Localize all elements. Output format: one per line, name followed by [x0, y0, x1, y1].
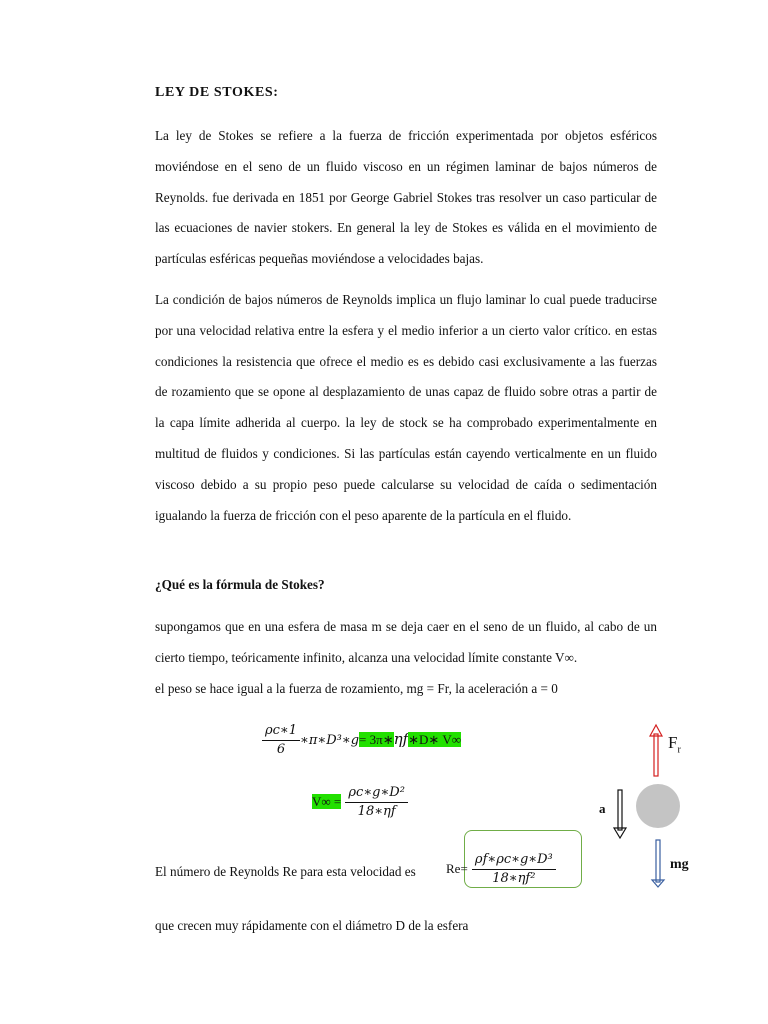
fraction-denominator: 18∗ηf²	[492, 871, 536, 886]
equation-fraction	[345, 784, 408, 821]
equation-terminal-velocity	[312, 784, 408, 821]
paragraph-intro: La ley de Stokes se refiere a la fuerza de fricción experimentada por objetos esféricos moviéndose en el seno de un fluido viscoso en un régimen laminar de bajos números de Reynolds. fue derivada en 1851 por George Gabriel Stokes tras resolver un caso particular de las ecuaciones de navier stokers. En general la ley de Stokes es válida en el movimiento de partículas esféricas pequeñas moviéndose a velocidades bajas.	[155, 128, 657, 267]
equation-force-balance	[262, 722, 461, 759]
fraction-numerator: ρc∗g∗D²	[345, 784, 408, 803]
paragraph-equilibrium-line: el peso se hace igual a la fuerza de rozamiento, mg = Fr, la aceleración a = 0	[155, 681, 558, 696]
acceleration-label: a	[599, 801, 606, 816]
viscosity-symbol: ηf	[393, 730, 409, 748]
fraction-numerator: ρc∗1	[262, 722, 300, 741]
fraction-denominator: 6	[276, 742, 286, 757]
paragraph-reynolds-condition: La condición de bajos números de Reynolds implica un flujo laminar lo cual puede traducirse por una velocidad relativa entre la esfera y el medio inferior a un cierto valor crítico. en estas condiciones la resistencia que ofrece el medio es es debido casi exclusivamente a las fuerzas de rozamiento que se opone al desplazamiento de unas capaz de fluido sobre otras a partir de la capa límite adherida al cuerpo. la ley de stock se ha comprobado experimentalmente en multitud de fluidos y condiciones. Si las partículas están cayendo verticalmente en un fluido viscoso debido a su propio peso puede calcularse su velocidad de caída o sedimentación igualando la fuerza de fricción con el peso aparente de la partícula en el fluido.	[155, 292, 657, 523]
acceleration-arrow	[614, 790, 626, 838]
sphere-icon	[636, 784, 680, 828]
equation-fraction	[472, 851, 556, 888]
friction-force-label	[668, 733, 681, 756]
closing-line: que crecen muy rápidamente con el diámetro D de la esfera	[155, 918, 469, 933]
friction-force-subscript: r	[677, 744, 681, 756]
fraction-denominator: 18∗ηf	[357, 804, 396, 819]
document-title: LEY DE STOKES:	[155, 85, 279, 100]
reynolds-lhs: Re=	[446, 861, 468, 876]
friction-force-arrow	[650, 725, 662, 776]
paragraph-sphere-fall: supongamos que en una esfera de masa m se deja caer en el seno de un fluido, al cabo de un cierto tiempo, teóricamente infinito, alcanza una velocidad límite constante V∞.	[155, 619, 657, 665]
reynolds-intro-text: El número de Reynolds Re para esta velocidad es	[155, 864, 416, 879]
highlighted-term-2: ∗D∗ V∞	[408, 732, 461, 747]
highlighted-term: = 3π∗	[359, 732, 394, 747]
section-heading-formula: ¿Qué es la fórmula de Stokes?	[155, 577, 325, 592]
weight-label: mg	[670, 857, 689, 872]
equation-middle-term: ∗π∗D³∗g	[300, 733, 360, 748]
fraction-numerator: ρf∗ρc∗g∗D³	[472, 851, 556, 870]
velocity-lhs: V∞ =	[312, 794, 342, 809]
force-diagram	[590, 720, 740, 890]
equation-reynolds	[446, 851, 556, 888]
friction-force-symbol: F	[668, 733, 678, 752]
equation-fraction	[262, 722, 300, 759]
weight-force-arrow	[652, 840, 664, 887]
